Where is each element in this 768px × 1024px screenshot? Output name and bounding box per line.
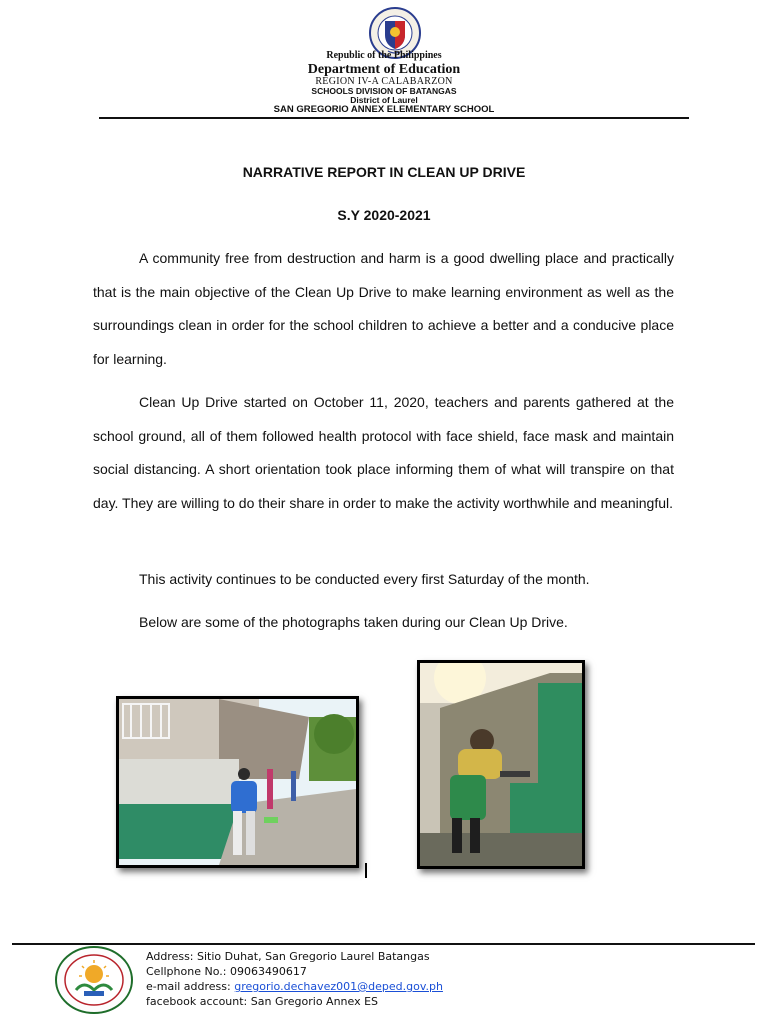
- paragraph-photos-intro: Below are some of the photographs taken during our Clean Up Drive.: [139, 614, 568, 630]
- photo-street-cleaning: [116, 696, 359, 868]
- footer-email-label: e-mail address:: [146, 980, 235, 993]
- footer-email-line: [146, 981, 443, 992]
- report-title: NARRATIVE REPORT IN CLEAN UP DRIVE: [242, 164, 526, 180]
- region-line: REGION IV-A CALABARZON: [315, 76, 453, 87]
- paragraph-schedule: This activity continues to be conducted every first Saturday of the month.: [139, 571, 590, 587]
- republic-line: Republic of the Philippines: [326, 50, 442, 61]
- paragraph-activity: Clean Up Drive started on October 11, 2020, teachers and parents gathered at the school ground, all of them followed health protocol with face shield, face mask and maintain social distancing. A short orientation took place informing them of what will transpire on that day. They are willing to do their share in order to make the activity worthwhile and meaningful.: [93, 394, 674, 511]
- email-link[interactable]: gregorio.dechavez001@deped.gov.ph: [234, 980, 443, 993]
- school-logo-icon: [54, 946, 134, 1014]
- school-year: S.Y 2020-2021: [337, 207, 431, 223]
- text-cursor: [365, 863, 367, 878]
- paragraph-objective: A community free from destruction and harm is a good dwelling place and practically that is the main objective of the Clean Up Drive to make learning environment as well as the surroundings clean in order for the school children to achieve a better and a conducive place for learning.: [93, 250, 674, 367]
- footer-facebook: facebook account: San Gregorio Annex ES: [146, 995, 379, 1008]
- footer-address: Address: Sitio Duhat, San Gregorio Laurel Batangas: [146, 950, 430, 963]
- footer-divider: [12, 943, 755, 945]
- department-name: Department of Education: [307, 62, 461, 77]
- footer-cellphone: Cellphone No.: 09063490617: [146, 965, 307, 978]
- header-divider: [99, 117, 689, 119]
- photo-wall-painting: [417, 660, 585, 869]
- district-line: District of Laurel: [350, 95, 418, 105]
- division-line: SCHOOLS DIVISION OF BATANGAS: [311, 86, 457, 96]
- school-name: SAN GREGORIO ANNEX ELEMENTARY SCHOOL: [273, 104, 495, 115]
